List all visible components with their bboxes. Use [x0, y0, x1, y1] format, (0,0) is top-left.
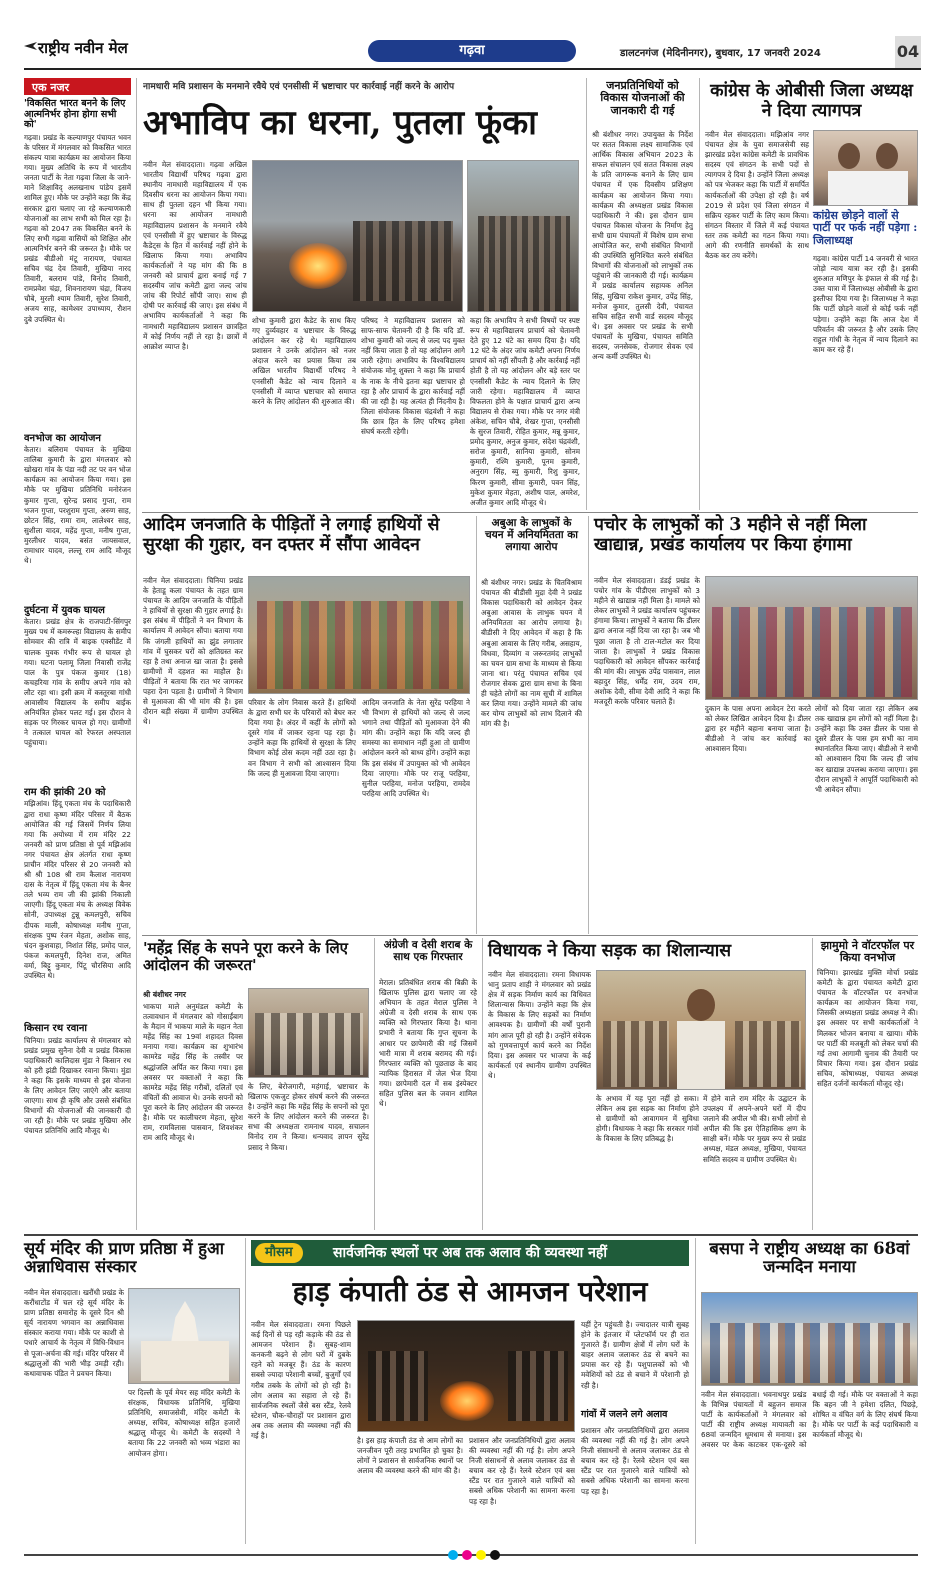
a8-body: मेराल। प्रतिबंधित शराब की बिक्री के खिलाफ पुलिस द्वारा चलाए जा रहे अभियान के तहत मेराल पुलिस ने अंग्रेजी व देसी शराब के साथ एक व्यक्ति को गिरफ्तार किया है। थाना प्रभारी ने बताया कि गुप्त सूचना के आधार पर छापेमारी की गई जिसमें भारी मात्रा में शराब बरामद की गई। गिरफ्तार व्यक्ति को पूछताछ के बाद न्यायिक हिरासत में जेल भेज दिया गया। छापेमारी दल में सब इंस्पेक्टर सहित पुलिस बल के जवान शामिल थे।	[379, 978, 477, 1109]
a6-body: नवीन मेल संवाददाता। डंडई प्रखंड के पचोर गांव के पीडीएस लाभुकों को 3 महीने से खाद्यान्न नहीं मिला है। मामले को लेकर लाभुकों ने प्रखंड कार्यालय पहुंचकर हंगामा किया। लाभुकों ने बताया कि डीलर द्वारा अनाज नहीं दिया जा रहा है। जब भी पूछा जाता है तो टाल-मटोल कर दिया जाता है। लाभुकों ने प्रखंड विकास पदाधिकारी को आवेदन सौंपकर कार्रवाई की मांग की। लाभुक उपेंद्र पासवान, लाल बहादुर सिंह, धर्मेंद्र राम, उदय राम, अशोक देवी, सीमा देवी आदि ने कहा कि मजदूरी करके परिवार चलाते हैं।	[594, 576, 700, 707]
footer-strip	[24, 1550, 918, 1560]
cyan-mark	[448, 1550, 458, 1560]
weather-tag: मौसम	[255, 1243, 303, 1263]
lead-headline: अभाविप का धरना, पुतला फूंका	[143, 103, 537, 143]
weather-headline: हाड़ कंपाती ठंड से आमजन परेशान	[292, 1275, 648, 1308]
weather-caption: है। इस हाड़ कंपाती ठंड से आम लोगों का जनजीवन पूरी तरह प्रभावित हो चुका है। लोगों ने प्रशासन से सार्वजनिक स्थानों पर अलाव की व्यवस्था करने की मांग की है।	[357, 1436, 463, 1476]
a4-col-1: नवीन मेल संवाददाता। चिनिया प्रखंड के हेताडू कला पंचायत के तहत ग्राम पंचायत के आदिम जनजाति के पीड़ितों ने हाथियों से सुरक्षा की गुहार लगाई है। इस संबंध में पीड़ितों ने वन विभाग के कार्यालय में आवेदन सौंपा। बताया गया कि जंगली हाथियों का झुंड लगातार गांव में घुसकर घरों को क्षतिग्रस्त कर रहा है तथा अनाज खा जाता है। इससे ग्रामीणों में दहशत का माहौल है। पीड़ितों ने बताया कि रात भर जागकर पहरा देना पड़ता है। ग्रामीणों ने विभाग से मुआवजा की भी मांग की है। इस दौरान बड़ी संख्या में ग्रामीण उपस्थित थे।	[143, 576, 243, 727]
section-banner: गढ़वा	[368, 40, 576, 62]
a9-caption: के अभाव में यह पूरा नहीं हो सका। लेकिन अब इस सड़क का निर्माण होने से ग्रामीणों को आवागमन में सुविधा होगी। विधायक ने कहा कि सरकार गांवों के विकास के लिए प्रतिबद्ध है।	[596, 1094, 699, 1144]
a9-photo	[596, 970, 806, 1090]
a9-body: नवीन मेल संवाददाता। रमना विधायक भानु प्रताप शाही ने मंगलवार को प्रखंड क्षेत्र में सड़क निर्माण कार्य का विधिवत शिलान्यास किया। उन्होंने कहा कि क्षेत्र के विकास के लिए सड़कों का निर्माण आवश्यक है। ग्रामीणों की वर्षों पुरानी मांग आज पूरी हो रही है। उन्होंने संवेदक को गुणवत्तापूर्ण कार्य करने का निर्देश दिया। इस अवसर पर भाजपा के कई कार्यकर्ता एवं स्थानीय ग्रामीण उपस्थित थे।	[488, 970, 591, 1080]
lead-photo	[252, 160, 463, 312]
a8-headline: अंग्रेजी व देसी शराब के साथ एक गिरफ्तार	[383, 939, 473, 963]
a5-body: श्री बंशीधर नगर। प्रखंड के चितविश्राम पंचायत की बीडीसी मुद्रा देवी ने प्रखंड विकास पदाधिकारी को आवेदन देकर अबुआ आवास के लाभुक चयन में अनियमितता का आरोप लगाया है। बीडीसी ने दिए आवेदन में कहा है कि अबुआ आवास के लिए गरीब, असहाय, विधवा, दिव्यांग व जरूरतमंद लाभुकों का चयन ग्राम सभा के माध्यम से किया जाना था। परंतु पंचायत सचिव एवं रोजगार सेवक द्वारा ग्राम सभा के बिना ही चहेते लोगों का नाम सूची में शामिल कर लिया गया। उन्होंने मामले की जांच कर योग्य लाभुकों को लाभ दिलाने की मांग की है।	[481, 578, 582, 729]
a11-col-2: पर दिल्ली के पूर्व मेयर सह मंदिर कमेटी के संरक्षक, विधायक प्रतिनिधि, मुखिया प्रतिनिधि, समाजसेवी, मंदिर कमेटी के अध्यक्ष, सचिव, कोषाध्यक्ष सहित हजारों श्रद्धालु मौजूद थे। कमेटी के सदस्यों ने बताया कि 22 जनवरी को भव्य भंडारा का आयोजन होगा।	[128, 1388, 240, 1458]
a10-headline: झामुमो ने वॉटरफॉल पर किया वनभोज	[820, 939, 915, 965]
sidebar-briefs	[24, 78, 131, 1232]
a3-photo	[813, 130, 918, 206]
weather-col-3: यहीं ट्रेन पहुंचती है। ज्यादातर यात्री सुबह होने के इंतजार में प्लेटफॉर्म पर ही रात गुजारते हैं। ग्रामीण क्षेत्रों में लोग घरों के बाहर अलाव जलाकर ठंड से बचने का प्रयास कर रहे हैं। पशुपालकों को भी मवेशियों को ठंड से बचाने में परेशानी हो रही है।	[581, 1320, 689, 1390]
page-number: 04	[895, 36, 921, 68]
brief-body-5: चिनिया। प्रखंड कार्यालय से मंगलवार को प्रखंड प्रमुख सुनैना देवी व प्रखंड विकास पदाधिकारी कालिदास मुंडा ने किसान रथ को हरी झंडी दिखाकर रवाना किया। मुंडा ने कहा कि इसके माध्यम से इस योजना के लिए आवेदन लिए जाएंगे और बताया जाएगा। साथ ही कृषि और उससे संबंधित विभागों की योजनाओं की जानकारी दी जा रही है। मौके पर प्रखंड मुखिया और पंचायत प्रतिनिधि आदि मौजूद थे।	[24, 1035, 131, 1136]
a9-headline: विधायक ने किया सड़क का शिलान्यास	[488, 941, 732, 961]
a7-col-2: के लिए, बेरोजगारी, महंगाई, भ्रष्टाचार के खिलाफ एकजुट होकर संघर्ष करने की जरूरत है। उन्होंने कहा कि महेंद्र सिंह के सपनों को पूरा करने के लिए आंदोलन करने की जरूरत है। सभा की अध्यक्षता रामनाथ यादव, सचालन विनोद राम ने किया। धन्यवाद ज्ञापन सुरेंद्र प्रसाद ने किया।	[248, 1082, 369, 1152]
a7-body: भाकपा माले अनुमंडल कमेटी के तत्वावधान में मंगलवार को गोसाईंबाग के मैदान में भाकपा माले के महान नेता महेंद्र सिंह का 19वां शहादत दिवस मनाया गया। कार्यक्रम का शुभारंभ कामरेड महेंद्र सिंह के तस्वीर पर श्रद्धांजलि अर्पित कर किया गया। इस अवसर पर वक्ताओं ने कहा कि कामरेड महेंद्र सिंह गरीबों, दलितों एवं वंचितों की आवाज थे। उनके सपनों को पूरा करने के लिए आंदोलन की जरूरत है। मौके पर कालीचरण मेहता, सुरेश राम, रामविलास पासवान, शिवशंकर राम आदि मौजूद थे।	[143, 1002, 243, 1143]
sidebar-header: एक नजर	[24, 78, 131, 95]
a3-subbody: गढ़वा। कांग्रेस पार्टी 14 जनवरी से भारत जोड़ो न्याय यात्रा कर रही है। इसकी शुरुआत मणिपुर के इंफाल से की गई है। उक्त यात्रा में जिलाध्यक्ष ओबीसी के द्वारा इस्तीफा दिया गया है। जिलाध्यक्ष ने कहा कि पार्टी छोड़ने वालों से कोई फर्क नहीं पड़ेगा। उन्होंने कहा कि आज देश में परिवर्तन की जरूरत है और उसके लिए राहुल गांधी के नेतृत्व में न्याय दिलाने का काम कर रहे हैं।	[813, 254, 918, 354]
magenta-mark	[462, 1550, 472, 1560]
a7-headline: 'महेंद्र सिंह के सपने पूरा करने के लिए आंदोलन की जरूरत'	[143, 939, 348, 974]
brief-title-2: वनभोज का आयोजन	[24, 432, 101, 444]
lead-col-4: कहा कि अभाविप ने सभी विषयों पर स्पष्ट रूप से महाविद्यालय प्राचार्य को चेतावनी देते हुए 12 घंटे का समय दिया है। यदि 12 घंटे के अंदर जांच कमेटी अपना निर्णय प्राचार्य को नहीं सौंपती है और कार्रवाई नहीं होती है तो यह आंदोलन और बड़े स्तर पर एनसीसी कैडेट के न्याय दिलाने के लिए जारी रहेगा। महाविद्यालय में व्याप्त विफलता होने के पक्षात प्राचार्य द्वारा अन्य विद्यालय से रोका गया। मौके पर नगर मंत्री अंकेश, सचिन चौबे, शेखर गुप्ता, एनसीसी के सुरज तिवारी, रोहित कुमार, मन्नू कुमार, प्रमोद कुमार, अनुज कुमार, संदेश चंद्रवंशी, सरोज कुमारी, सानिया कुमारी, सोनम कुमारी, रश्मि कुमारी, पूनम कुमारी, अनुराग सिंह, ब्यु कुमारी, रिशु कुमार, किरण कुमारी, सीमा कुमारी, पवन सिंह, मुकेश कुमार मेहता, अशीष पाल, अमरेश, अजीत कुमार आदि मौजूद थे।	[470, 316, 580, 507]
lead-kicker: नामधारी मवि प्रशासन के मनमाने रवैये एवं एनसीसी में भ्रष्टाचार पर कार्रवाई नहीं करने के आरोप	[143, 82, 455, 92]
brief-body-2: केतार। बलिराम पंचायत के मुखिया तालिबा कुमारी के द्वारा मंगलवार को खोखरा गांव के पंडा नदी तट पर वन भोज कार्यक्रम का आयोजन किया गया। इस मौके पर मुखिया प्रतिनिधि मनोरंजन कुमार गुप्ता, सुरेन्द्र प्रसाद गुप्ता, राम भजन गुप्ता, परशुराम गुप्ता, अरुण साह, छोटन सिंह, रामा राम, लालेश्वर साह, सुशीला यादव, महेंद्र गुप्ता, मनीष गुप्ता, मुरलीधर यादव, बसंत जायसवाल, रामाधार यादव, लल्लू राम आदि मौजूद थे।	[24, 445, 131, 566]
a11-headline: सूर्य मंदिर की प्राण प्रतिष्ठा में हुआ अन्नाधिवास संस्कार	[24, 1239, 224, 1277]
a6-caption: दुकान के पास अपना आवेदन टेरा करते को लेकर लिखित आवेदन दिया है। डीलर द्वारा हर महीने बहाना बनाया जाता है। बीडीओ ने जांच कर कार्रवाई का आश्वासन दिया।	[705, 704, 811, 754]
dateline: डालटनगंज (मेदिनीनगर), बुधवार, 17 जनवरी 2024	[620, 48, 821, 59]
yellow-mark	[476, 1550, 486, 1560]
a3-headline: कांग्रेस के ओबीसी जिला अध्यक्ष ने दिया त्यागपत्र	[710, 81, 913, 121]
lead-col-1: नवीन मेल संवाददाता। गढ़वा अखिल भारतीय विद्यार्थी परिषद गढ़वा द्वारा स्थानीय नामधारी महाविद्यालय में एक दिवसीय धरना का आयोजन किया गया। साथ ही पुतला दहन भी किया गया। धरना का आयोजन नामधारी महाविद्यालय प्रशासन के मनमाने रवैये एवं एनसीसी में हुए भ्रष्टाचार के विरुद्ध कैडेट्स के हित में कार्रवाई नहीं होने के खिलाफ किया गया। अभाविप कार्यकर्ताओं ने यह मांग की कि 8 जनवरी को प्राचार्य द्वारा बनाई गई 7 सदस्यीय जांच कमेटी द्वारा जल्द जांच जांच की रिपोर्ट सौंपी जाए। साथ ही दोषी पर कार्रवाई की जाए। इस संबंध में अभाविप कार्यकर्ताओं ने कहा कि नामधारी महाविद्यालय प्रशासन छात्रहित में कोई निर्णय नहीं ले रहा है। छात्रों में आक्रोश व्याप्त है।	[143, 160, 247, 351]
lead-caption-2: परिषद ने महाविद्यालय प्रशासन को साफ-साफ चेतावनी दी है कि यदि डॉ. शोभा कुमारी को जल्द से जल्द पद मुक्त नहीं किया जाता है तो यह आंदोलन आगे जारी रहेगा। अभाविप के विश्वविद्यालय संयोजक मोनू शुक्ला ने कहा कि प्राचार्य के नाक के नीचे इतना बड़ा भ्रष्टाचार हो रहा है और प्राचार्य के द्वारा कार्रवाई नहीं की जा रही है। यह अत्यंत ही निंदनीय है। जिला संयोजक विकास चंद्रवंशी ने कहा कि छात्र हित के लिए परिषद हमेशा संघर्ष करती रहेगी।	[361, 316, 465, 437]
brief-title-3: दुर्घटना में युवक घायल	[24, 605, 105, 617]
a10-body: चिनिया। झारखंड मुक्ति मोर्चा प्रखंड कमेटी के द्वारा पंचायत कमेटी द्वारा पंचायत के वॉटरफॉल पर वनभोज कार्यक्रम का आयोजन किया गया, जिसकी अध्यक्षता प्रखंड अध्यक्ष ने की। इस अवसर पर सभी कार्यकर्ताओं ने मिलकर भोजन बनाया व खाया। मौके पर पार्टी की मजबूती को लेकर चर्चा की गई तथा आगामी चुनाव की तैयारी पर विचार किया गया। इस दौरान प्रखंड सचिव, कोषाध्यक्ष, पंचायत अध्यक्ष सहित दर्जनों कार्यकर्ता मौजूद रहे।	[817, 968, 918, 1089]
lead-caption-1: शोभा कुमारी द्वारा कैडेट के साथ किए गए दुर्व्यवहार व भ्रष्टाचार के विरुद्ध आंदोलन कर रहे थे। महाविद्यालय प्रशासन ने उनके आंदोलन को नजर अंदाज करने का प्रयास किया तब अखिल भारतीय विद्यार्थी परिषद ने एनसीसी कैडेट को न्याय दिलाने व एनसीसी में व्याप्त भ्रष्टाचार को समाप्त करने के लिए आंदोलन की शुरुआत की।	[252, 316, 356, 406]
black-mark	[490, 1550, 500, 1560]
a13-body: नवीन मेल संवाददाता। भवनाथपुर प्रखंड के विभिन्न पंचायतों में बहुजन समाज पार्टी के कार्यकर्ताओं ने मंगलवार को पार्टी की राष्ट्रीय अध्यक्ष मायावती का 68वां जन्मदिन धूमधाम से मनाया। इस अवसर पर केक काटकर एक-दूसरे को बधाई दी गई। मौके पर वक्ताओं ने कहा कि बहन जी ने हमेशा दलित, पिछड़े, शोषित व वंचित वर्ग के लिए संघर्ष किया है। मौके पर पार्टी के कई पदाधिकारी व कार्यकर्ता मौजूद थे।	[701, 1390, 918, 1450]
brief-body-3: केतार। प्रखंड क्षेत्र के राजपाटी-सिंगपुर मुख्य पथ में कमरूल्हा विद्यालय के समीप सोमवार की रात्रि में बाइक एक्सीडेंट में चालक युवक गंभीर रूप से घायल हो गया। घटना पलामू जिला निवासी राजेंद्र पाल के पुत्र पंकज कुमार (18) कचहरिया गांव के समीप अपने गांव को लौट रहा था। इसी क्रम में कस्तूरबा गांधी आवासीय विद्यालय के समीप बाईक अनियंत्रित होकर पलट गई। इस दौरान वे सड़क पर गिरकर घायल हो गए। ग्रामीणों ने तत्काल घायल को रेफरल अस्पताल पहुंचाया।	[24, 617, 131, 748]
a3-subheadline: कांग्रेस छोड़ने वालों से पार्टी पर फर्क नहीं पड़ेगा : जिलाध्यक्ष	[813, 209, 918, 247]
brief-title-5: किसान रथ रवाना	[24, 1023, 87, 1035]
brief-title-1: 'विकसित भारत बनने के लिए आत्मनिर्भर होना होगा सभी को'	[24, 98, 126, 131]
weather-photo	[357, 1320, 575, 1432]
a4-col-2: परिवार के लोग निवास करते हैं। हाथियों के द्वारा सभी घर के परिवारों को बेघर कर दिया गया है। अंदर में कहीं के लोगों को दूसरे गांव में जाकर रहना पड़ रहा है। उन्होंने कहा कि हाथियों से सुरक्षा के लिए विभाग कोई ठोस कदम नहीं उठा रहा है। वन विभाग ने सभी को आश्वासन दिया कि जल्द ही मुआवजा दिया जाएगा।	[248, 698, 356, 778]
brief-body-1: गढ़वा। प्रखंड के कल्याणपुर पंचायत भवन के परिसर में मंगलवार को विकसित भारत संकल्प यात्रा कार्यक्रम का आयोजन किया गया। मुख्य अतिथि के रूप में भारतीय जनता पार्टी के नेता गढ़वा जिला के जाने-माने शिक्षाविद् अलखनाथ पांडेय इसमें शामिल हुए। मौके पर उन्होंने कहा कि केंद्र सरकार द्वारा चलाए जा रहे कल्याणकारी योजनाओं का लाभ सभी को मिल रहा है। गढ़वा को 2047 तक विकसित बनने के लिए सभी गढ़वा वासियों को शिक्षित और आत्मनिर्भर बनने की जरूरत है। मौके पर प्रखंड बीडीओ मंटू नारायण, पंचायत सचिव चंद्र देव तिवारी, मुखिया नारद तिवारी, बलराम पांडे, विनोद तिवारी, रामप्रवेश चंद्रा, शिवनारायण चंद्रा, विजय चौबे, मुरली श्याम तिवारी, सुरेश तिवारी, अजय साह, कामेश्वर उपाध्याय, रौशन दुबे उपस्थित थे।	[24, 132, 131, 324]
a4-col-3: आदिम जनजाति के नेता सुरेंद्र परहिया ने भी विभाग से हाथियों को जल्द से जल्द भगाने तथा पीड़ितों को मुआवजा देने की मांग की। उन्होंने कहा कि यदि जल्द ही समस्या का समाधान नहीं हुआ तो ग्रामीण आंदोलन करने को बाध्य होंगे। उन्होंने कहा कि इस संबंध में उपायुक्त को भी आवेदन दिया जाएगा। मौके पर राजू परहिया, सुनील परहिया, मनोज परहिया, रामदेव परहिया आदि उपस्थित थे।	[362, 698, 470, 798]
a7-byline: श्री बंशीधर नगर	[143, 990, 186, 999]
a6-headline: पचोर के लाभुकों को 3 महीने से नहीं मिला खाद्यान्न, प्रखंड कार्यालय पर किया हंगामा	[594, 515, 867, 555]
a6-col-2: लोगों को दिया जाता रहा लेकिन अब तक खाद्यान्न हम लोगों को नहीं मिला है। उन्होंने कहा कि उक्त डीलर के पास से दूसरे डीलर के पास हम सभी का नाम स्थानांतरित किया जाए। बीडीओ ने सभी को आश्वासन दिया कि जल्द ही जांच कर खाद्यान्न उपलब्ध कराया जाएगा। इस दौरान लाभुकों ने आपूर्ति पदाधिकारी को भी आवेदन सौंपा।	[815, 704, 918, 794]
a11-body: नवीन मेल संवाददाता। खरौंधी प्रखंड के करौंधाटोंड में चल रहे सूर्य मंदिर के प्राण प्रतिष्ठा समारोह के दूसरे दिन श्री सूर्य नारायण भगवान का अन्नाधिवास संस्कार कराया गया। मौके पर काशी से पधारे आचार्य के नेतृत्व में विधि-विधान से पूजा-अर्चना की गई। मंदिर परिसर में श्रद्धालुओं की भारी भीड़ उमड़ी रही। कथावाचक पंडित ने प्रवचन किया।	[24, 1288, 124, 1378]
a3-body: नवीन मेल संवाददाता। मझिआंव नगर पंचायत क्षेत्र के युवा समाजसेवी सह झारखंड प्रदेश कांग्रेस कमेटी के प्रावधिक सदस्य एवं संगठन के सभी पदों से त्यागपत्र दे दिया है। उन्होंने जिला अध्यक्ष को पत्र भेजकर कहा कि पार्टी में समर्पित कार्यकर्ताओं की उपेक्षा हो रही है। वर्ष 2019 से प्रदेश एवं जिला संगठन में सक्रिय रहकर पार्टी के लिए काम किया। संगठन विस्तार में जिले में कई पंचायत स्तर तक कमेटी का गठन किया गया। आगे की रणनीति समर्थकों के साथ बैठक कर तय करेंगे।	[705, 130, 809, 261]
bird-icon	[24, 42, 37, 50]
weather-subhead: गांवों में जलने लगे अलाव	[581, 1409, 668, 1420]
lead-photo-2	[467, 160, 579, 312]
logo: राष्ट्रीय नवीन मेल	[38, 39, 128, 57]
a2-body: श्री बंशीधर नगर। उपायुक्त के निर्देश पर सतत विकास लक्ष्य सामाजिक एवं आर्थिक विकास अभियान 2023 के सफल संचालन एवं सतत विकास लक्ष्य के प्रति जागरूक बनाने के लिए ग्राम पंचायत में एक दिवसीय प्रशिक्षण कार्यक्रम का आयोजन किया गया। कार्यक्रम की अध्यक्षता प्रखंड विकास पदाधिकारी ने की। इस दौरान ग्राम पंचायत विकास योजना के निर्माण हेतु सभी ग्राम पंचायतों में विशेष ग्राम सभा आयोजित कर, सभी संबंधित विभागों की उपस्थिति सुनिश्चित करने संबंधित विभागों की योजनाओं को लाभुकों तक पहुंचाने की जानकारी दी गई। कार्यक्रम में प्रखंड कार्यालय सहायक अनिल सिंह, मुखिया राकेश कुमार, उपेंद्र सिंह, मनोज कुमार, तुलसी देवी, पंचायत सचिव सहित सभी वार्ड सदस्य मौजूद थे। इस अवसर पर प्रखंड के सभी पंचायतों के मुखिया, पंचायत समिति सदस्य, जनसेवक, रोजगार सेवक एवं अन्य कर्मी उपस्थित थे।	[592, 130, 693, 362]
a4-headline: आदिम जनजाति के पीड़ितों ने लगाई हाथियों से सुरक्षा की गुहार, वन दफ्तर में सौंपा आवेदन	[143, 515, 440, 555]
weather-strip	[251, 1240, 689, 1266]
brief-title-4: राम की झांकी 20 को	[24, 787, 106, 799]
a4-photo	[248, 576, 470, 694]
weather-body: नवीन मेल संवाददाता। रमना पिछले कई दिनों से पड़ रही कड़ाके की ठंड से आमजन परेशान हैं। सुबह-शाम कनकनी बढ़ने से लोग घरों में दुबके रहने को मजबूर हैं। ठंड के कारण सबसे ज्यादा परेशानी बच्चों, बुजुर्गों एवं गरीब तबके के लोगों को हो रही है। लोग अलाव का सहारा ले रहे हैं। सार्वजनिक स्थलों जैसे बस स्टैंड, रेलवे स्टेशन, चौक-चौराहों पर प्रशासन द्वारा अब तक अलाव की व्यवस्था नहीं की गई है।	[251, 1320, 351, 1441]
weather-col-4: प्रशासन और जनप्रतिनिधियों द्वारा अलाव की व्यवस्था नहीं की गई है। लोग अपने निजी संसाधनों से अलाव जलाकर ठंड से बचाव कर रहे हैं। रेलवे स्टेशन एवं बस स्टैंड पर रात गुजारने वाले यात्रियों को सबसे अधिक परेशानी का सामना करना पड़ रहा है।	[581, 1426, 689, 1496]
a2-headline: जनप्रतिनिधियों को विकास योजनाओं की जानकारी दी गई	[600, 79, 685, 117]
a11-photo	[128, 1288, 240, 1384]
a13-photo	[701, 1292, 918, 1386]
a13-headline: बसपा ने राष्ट्रीय अध्यक्ष का 68वां जन्मदिन मनाया	[709, 1239, 910, 1277]
weather-kicker: सार्वजनिक स्थलों पर अब तक अलाव की व्यवस्था नहीं	[333, 1245, 607, 1261]
a6-photo	[705, 576, 918, 700]
brief-body-4: मझिआंव। हिंदू एकता मंच के पदाधिकारी द्वारा राधा कृष्ण मंदिर परिसर में बैठक आयोजित की गई जिसमें निर्णय लिया गया कि अयोध्या में राम मंदिर 22 जनवरी को प्राण प्रतिष्ठा से पूर्व मझिआंव नगर पंचायत क्षेत्र अंतर्गत राधा कृष्ण प्राचीन मंदिर परिसर से 20 जनवरी को श्री श्री 108 श्री राम कैलाश नारायण दास के नेतृत्व में हिंदू एकता मंच के बैनर तले भव्य राम जी की झांकी निकाली जाएगी। हिंदू एकता मंच के अध्यक्ष विवेक सोनी, उपाध्यक्ष टुन्नू कमलपुरी, सचिव दीपक माली, कोषाध्यक्ष मनीष गुप्ता, संरक्षक पुष्प रंजन मेहता, अशोक साह, चंदन कुशवाहा, निशांत सिंह, प्रमोद पाल, पंकज कमलपुरी, दिनेश राज, अमित वर्मा, बिट्टू कुमार, पिंटू चौरसिया आदि उपस्थित थे।	[24, 799, 131, 981]
weather-col-2: प्रशासन और जनप्रतिनिधियों द्वारा अलाव की व्यवस्था नहीं की गई है। लोग अपने निजी संसाधनों से अलाव जलाकर ठंड से बचाव कर रहे हैं। रेलवे स्टेशन एवं बस स्टैंड पर रात गुजारने वाले यात्रियों को सबसे अधिक परेशानी का सामना करना पड़ रहा है।	[469, 1436, 575, 1506]
a5-headline: अबुआ के लाभुकों के चयन में अनियमितता का लगाया आरोप	[485, 517, 578, 553]
masthead	[24, 36, 921, 70]
a9-col-2: में होने वाले राम मंदिर के उद्घाटन के उपलक्ष्य में अपने-अपने घरों में दीप जलाने की अपील भी की। सभी लोगों से अपील की कि इस ऐतिहासिक क्षण के साक्षी बनें। मौके पर मुख्य रूप से प्रखंड अध्यक्ष, मंडल अध्यक्ष, मुखिया, पंचायत समिति सदस्य व ग्रामीण उपस्थित थे।	[703, 1094, 806, 1164]
a7-photo	[248, 988, 369, 1078]
